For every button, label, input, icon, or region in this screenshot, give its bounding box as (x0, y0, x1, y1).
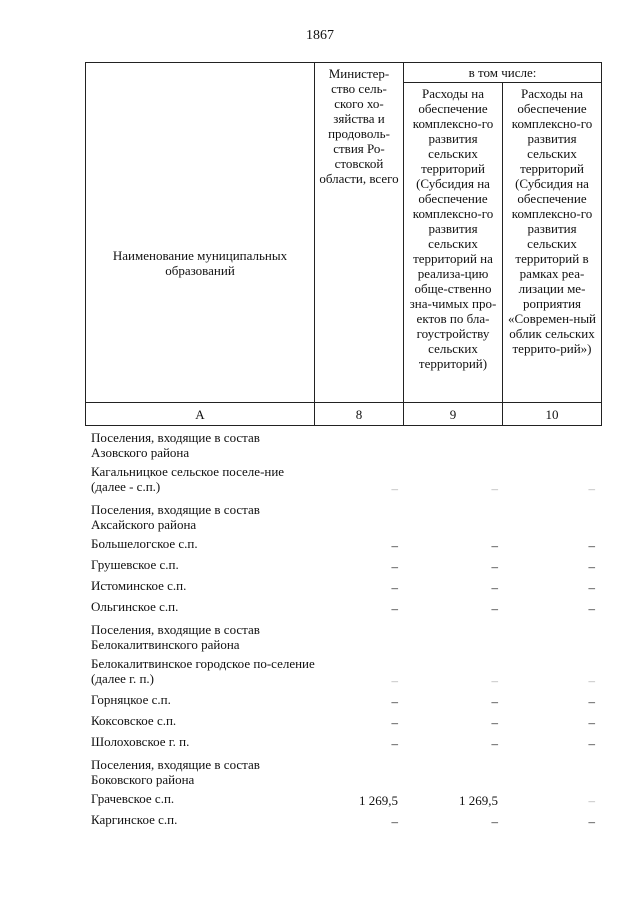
row-value-8: – (391, 559, 398, 574)
row-name: Поселения, входящие в состав Аксайского района (91, 502, 260, 532)
row-value-10: – (588, 814, 595, 829)
row-name: Белокалитвинское городское по-селение (далее г. п.) (91, 656, 315, 686)
row-value-10: – (588, 694, 595, 709)
table-row (85, 462, 601, 498)
row-value-9: – (491, 694, 498, 709)
table-body (85, 426, 601, 831)
row-value-9: – (491, 736, 498, 751)
row-value-9: – (491, 601, 498, 616)
row-value-10: – (588, 580, 595, 595)
row-name: Большелогское с.п. (91, 536, 198, 551)
row-name: Коксовское с.п. (91, 713, 177, 728)
header-group: в том числе: (404, 63, 602, 83)
row-name: Грушевское с.п. (91, 557, 179, 572)
table-header (85, 62, 602, 426)
row-value-10: – (588, 538, 595, 553)
table-row (85, 789, 601, 810)
row-value-9: 1 269,5 (459, 793, 498, 808)
row-value-10: – (588, 601, 595, 616)
section-header-row (85, 498, 601, 534)
row-value-9: – (491, 580, 498, 595)
row-value-8: – (391, 538, 398, 553)
row-value-8: – (391, 694, 398, 709)
section-header-row (85, 618, 601, 654)
row-value-8: – (391, 481, 398, 496)
row-value-10: – (588, 715, 595, 730)
row-name: Поселения, входящие в состав Белокалитвинского района (91, 622, 260, 652)
table-row (85, 597, 601, 618)
row-value-8: – (391, 580, 398, 595)
row-value-8: 1 269,5 (359, 793, 398, 808)
header-col9: Расходы на обеспечение комплексно-го развития сельских территорий (Субсидия на обеспечение комплексно-го развития сельских территорий на реализа-цию обще-ственно зна-чимых про-ектов по бла-гоустройству сельских территорий) (404, 83, 503, 403)
table-row (85, 690, 601, 711)
header-col10: Расходы на обеспечение комплексно-го развития сельских территорий (Субсидия на обеспечение комплексно-го развития сельских территорий в рамках реа-лизации ме-роприятия «Современ-ный облик сельских террито-рий») (503, 83, 602, 403)
row-name: Поселения, входящие в состав Боковского района (91, 757, 260, 787)
row-value-10: – (588, 481, 595, 496)
header-name-column: Наименование муниципальных образований (86, 63, 315, 403)
row-name: Поселения, входящие в состав Азовского района (91, 430, 260, 460)
row-value-8: – (391, 601, 398, 616)
row-value-10: – (588, 793, 595, 808)
table-row (85, 711, 601, 732)
row-name: Ольгинское с.п. (91, 599, 179, 614)
table-row (85, 732, 601, 753)
row-name: Каргинское с.п. (91, 812, 178, 827)
row-value-8: – (391, 673, 398, 688)
row-value-9: – (491, 814, 498, 829)
row-value-10: – (588, 559, 595, 574)
row-name: Кагальницкое сельское поселе-ние (далее - с.п.) (91, 464, 285, 494)
row-name: Горняцкое с.п. (91, 692, 171, 707)
row-value-10: – (588, 673, 595, 688)
section-header-row (85, 426, 601, 462)
table-row (85, 555, 601, 576)
column-label-a: А (86, 403, 315, 426)
row-value-9: – (491, 559, 498, 574)
row-name: Грачевское с.п. (91, 791, 175, 806)
column-label-9: 9 (404, 403, 503, 426)
row-value-8: – (391, 715, 398, 730)
table-row (85, 654, 601, 690)
column-label-8: 8 (315, 403, 404, 426)
section-header-row (85, 753, 601, 789)
row-name: Шолоховское г. п. (91, 734, 190, 749)
column-label-10: 10 (503, 403, 602, 426)
table-row (85, 810, 601, 831)
header-col8: Министер-ство сель-ского хо-зяйства и продоволь-ствия Ро-стовской области, всего (315, 63, 404, 403)
row-value-10: – (588, 736, 595, 751)
row-value-9: – (491, 715, 498, 730)
row-name: Истоминское с.п. (91, 578, 187, 593)
row-value-9: – (491, 538, 498, 553)
row-value-8: – (391, 736, 398, 751)
row-value-8: – (391, 814, 398, 829)
row-value-9: – (491, 673, 498, 688)
table-row (85, 534, 601, 555)
table-row (85, 576, 601, 597)
row-value-9: – (491, 481, 498, 496)
page-number: 1867 (306, 28, 334, 43)
